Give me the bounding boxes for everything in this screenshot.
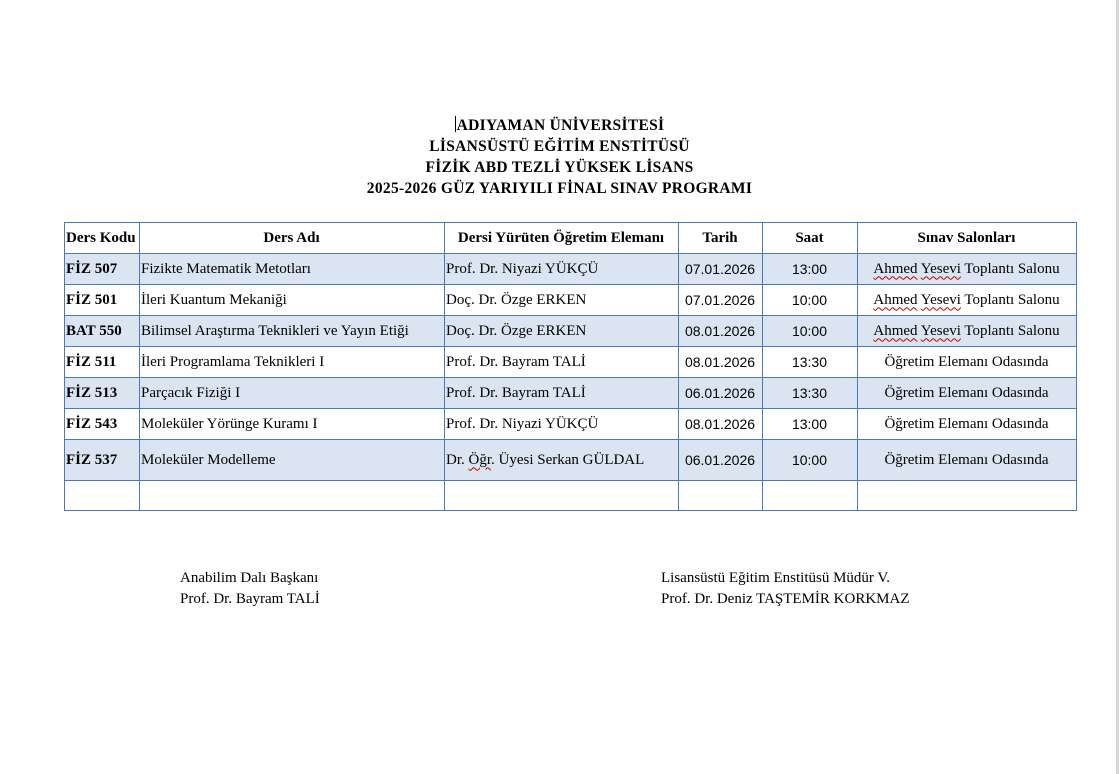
exam-time: 10:00 [763,316,858,347]
course-name: Parçacık Fiziği I [140,378,445,409]
header-institute: LİSANSÜSTÜ EĞİTİM ENSTİTÜSÜ [429,138,690,155]
exam-date: 06.01.2026 [679,440,763,481]
exam-room [858,316,1077,347]
room-rest: Toplantı Salonu [960,322,1060,339]
exam-schedule-table [64,222,1077,511]
course-code: FİZ 501 [65,285,140,316]
exam-time: 13:30 [763,347,858,378]
instructor: Prof. Dr. Bayram TALİ [445,378,679,409]
table-row [65,347,1077,378]
room-word-misspelled: Yesevi [920,291,961,308]
exam-time: 13:00 [763,409,858,440]
exam-date: 07.01.2026 [679,285,763,316]
signature-block-left [180,568,320,610]
column-header-time: Saat [763,223,858,254]
signature-right-title: Lisansüstü Eğitim Enstitüsü Müdür V. [661,570,891,586]
exam-time: 13:00 [763,254,858,285]
text-cursor [455,116,456,132]
empty-cell [763,481,858,511]
room-word-misspelled: Yesevi [920,260,961,277]
room-word-misspelled: Yesevi [920,322,961,339]
course-code: BAT 550 [65,316,140,347]
instructor: Doç. Dr. Özge ERKEN [445,285,679,316]
exam-time: 10:00 [763,285,858,316]
table-row [65,378,1077,409]
exam-date: 08.01.2026 [679,409,763,440]
empty-cell [445,481,679,511]
empty-cell [65,481,140,511]
empty-cell [858,481,1077,511]
header-university: ADIYAMAN ÜNİVERSİTESİ [456,117,665,134]
course-name: Bilimsel Araştırma Teknikleri ve Yayın Etiği [140,316,445,347]
course-name: Moleküler Yörünge Kuramı I [140,409,445,440]
course-code: FİZ 513 [65,378,140,409]
instructor: Doç. Dr. Özge ERKEN [445,316,679,347]
course-name: Moleküler Modelleme [140,440,445,481]
table-row-empty [65,481,1077,511]
course-name: İleri Programlama Teknikleri I [140,347,445,378]
table-row [65,409,1077,440]
course-name: İleri Kuantum Mekaniği [140,285,445,316]
room-word-misspelled: Ahmed [873,291,918,308]
instructor [445,440,679,481]
empty-cell [140,481,445,511]
exam-time: 13:30 [763,378,858,409]
course-name: Fizikte Matematik Metotları [140,254,445,285]
instructor: Prof. Dr. Niyazi YÜKÇÜ [445,254,679,285]
exam-room [858,285,1077,316]
room-rest: Toplantı Salonu [960,260,1060,277]
exam-date: 06.01.2026 [679,378,763,409]
exam-time: 10:00 [763,440,858,481]
column-header-room: Sınav Salonları [858,223,1077,254]
exam-date: 08.01.2026 [679,347,763,378]
course-code: FİZ 507 [65,254,140,285]
column-header-instructor: Dersi Yürüten Öğretim Elemanı [445,223,679,254]
header-program: FİZİK ABD TEZLİ YÜKSEK LİSANS [425,159,694,176]
table-row [65,285,1077,316]
column-header-date: Tarih [679,223,763,254]
course-code: FİZ 543 [65,409,140,440]
exam-room [858,254,1077,285]
exam-room: Öğretim Elemanı Odasında [858,409,1077,440]
header-university-line [0,115,1119,136]
instructor-word-misspelled: Öğr [468,451,491,468]
table-row [65,440,1077,481]
exam-room: Öğretim Elemanı Odasında [858,440,1077,481]
instructor: Prof. Dr. Bayram TALİ [445,347,679,378]
room-word-misspelled: Ahmed [873,322,918,339]
signature-left-name: Prof. Dr. Bayram TALİ [180,591,320,607]
exam-room: Öğretim Elemanı Odasında [858,347,1077,378]
course-code: FİZ 537 [65,440,140,481]
instructor-prefix: Dr. [446,451,469,468]
room-word-misspelled: Ahmed [873,260,918,277]
course-code: FİZ 511 [65,347,140,378]
exam-room: Öğretim Elemanı Odasında [858,378,1077,409]
signature-left-title: Anabilim Dalı Başkanı [180,570,319,586]
instructor: Prof. Dr. Niyazi YÜKÇÜ [445,409,679,440]
empty-cell [679,481,763,511]
table-row [65,316,1077,347]
document-header [0,115,1119,199]
signature-right-name: Prof. Dr. Deniz TAŞTEMİR KORKMAZ [661,591,910,607]
exam-date: 08.01.2026 [679,316,763,347]
table-header-row [65,223,1077,254]
signature-block-right [661,568,910,610]
table-row [65,254,1077,285]
header-exam-title: 2025-2026 GÜZ YARIYILI FİNAL SINAV PROGRAMI [366,180,753,197]
column-header-code: Ders Kodu [65,223,140,254]
instructor-rest: . Üyesi Serkan GÜLDAL [491,451,645,468]
room-rest: Toplantı Salonu [960,291,1060,308]
column-header-name: Ders Adı [140,223,445,254]
exam-date: 07.01.2026 [679,254,763,285]
